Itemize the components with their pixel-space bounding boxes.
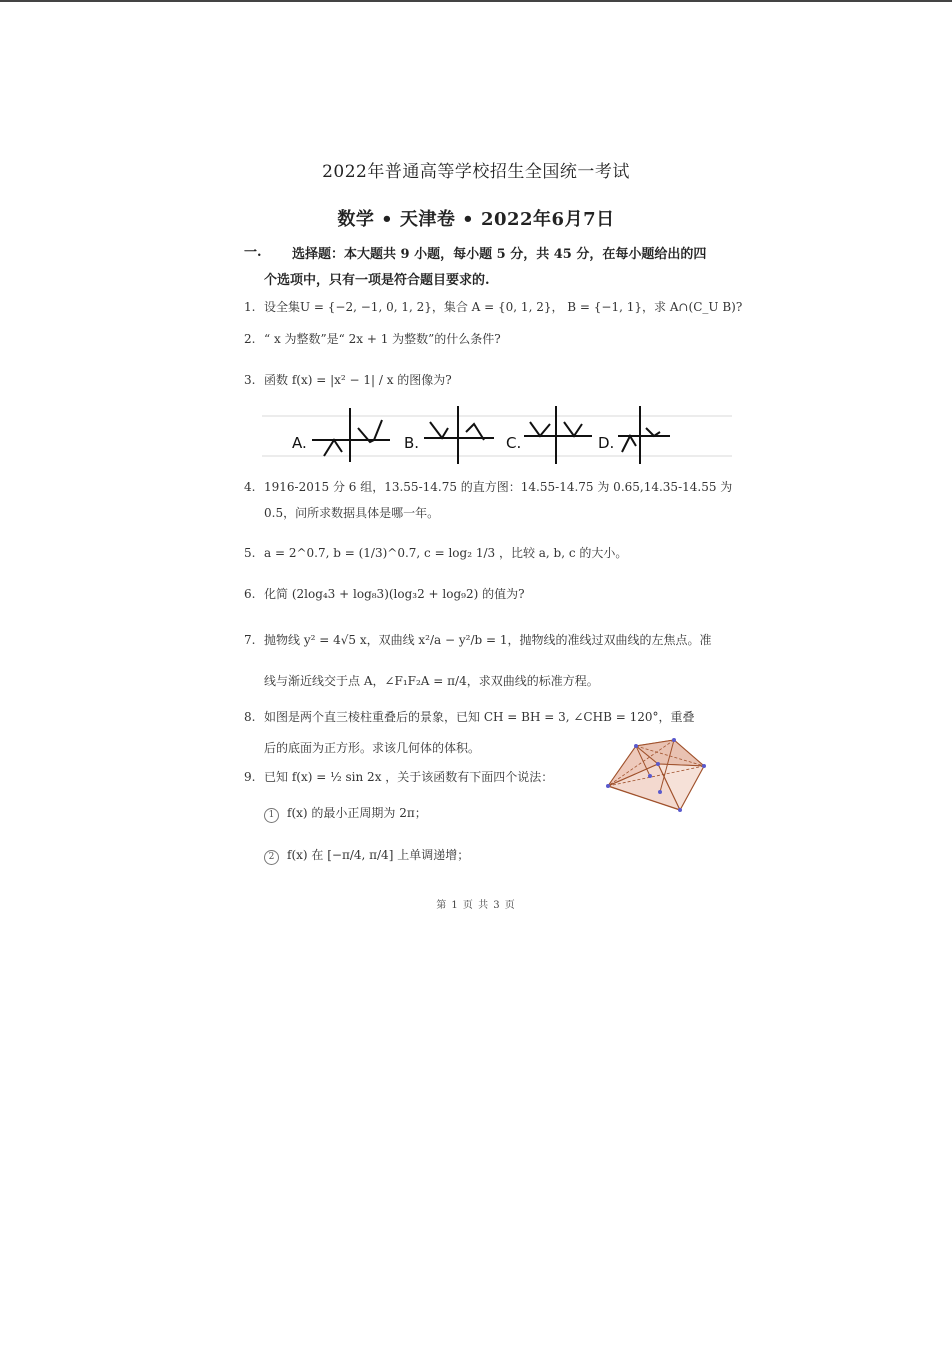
exam-subtitle: 数学 • 天津卷 • 2022年6月7日 xyxy=(337,209,615,230)
question-text: 化简 (2log₄3 + log₈3)(log₃2 + log₉2) 的值为? xyxy=(264,587,525,601)
question-8-cont: 后的底面为正方形。求该几何体的体积。 xyxy=(264,741,481,755)
option-b-label: B. xyxy=(404,434,420,452)
statement-1 xyxy=(264,804,427,823)
question-3 xyxy=(244,371,452,388)
question-2 xyxy=(244,330,501,347)
question-6 xyxy=(244,585,525,602)
option-a-label: A. xyxy=(292,434,307,452)
prism-figure xyxy=(600,732,740,816)
question-number: 6. xyxy=(244,587,256,601)
question-text: 设全集U = {−2, −1, 0, 1, 2}，集合 A = {0, 1, 2}， B = {−1, 1}，求 A∩(C_U B)? xyxy=(264,300,743,314)
question-5 xyxy=(244,544,627,561)
question-7 xyxy=(244,631,712,648)
question-number: 5. xyxy=(244,546,256,560)
question-text: 函数 f(x) = |x² − 1| / x 的图像为? xyxy=(264,373,452,387)
option-c-graph xyxy=(524,406,592,464)
question-number: 1. xyxy=(244,300,256,314)
question-number: 4. xyxy=(244,480,256,494)
question-number: 7. xyxy=(244,633,256,647)
question-text: 1916-2015 分 6 组，13.55-14.75 的直方图：14.55-14.75 为 0.65,14.35-14.55 为 xyxy=(264,480,733,494)
question-9 xyxy=(244,768,553,785)
statement-marker: 2 xyxy=(264,850,279,865)
option-c-label: C. xyxy=(506,434,522,452)
question-7-cont: 线与渐近线交于点 A，∠F₁F₂A = π/4，求双曲线的标准方程。 xyxy=(264,674,599,688)
question-8 xyxy=(244,708,694,725)
option-d-graph xyxy=(618,406,670,464)
statement-marker: 1 xyxy=(264,808,279,823)
question-number: 2. xyxy=(244,332,256,346)
question-number: 8. xyxy=(244,710,256,724)
option-d-label: D. xyxy=(598,434,615,452)
question-text: 抛物线 y² = 4√5 x，双曲线 x²/a − y²/b = 1，抛物线的准线过双曲线的左焦点。准 xyxy=(264,633,712,647)
question-4 xyxy=(244,478,732,495)
graph-options-sketch xyxy=(262,402,732,466)
section-instructions: 选择题：本大题共 9 小题，每小题 5 分，共 45 分，在每小题给出的四 xyxy=(292,247,707,262)
question-text: 如图是两个直三棱柱重叠后的景象，已知 CH = BH = 3, ∠CHB = 120°，重叠 xyxy=(264,710,695,724)
question-4-cont: 0.5，问所求数据具体是哪一年。 xyxy=(264,506,440,520)
question-text: a = 2^0.7, b = (1/3)^0.7, c = log₂ 1/3 ，比较 a, b, c 的大小。 xyxy=(264,546,628,560)
question-number: 3. xyxy=(244,373,256,387)
question-text: 已知 f(x) = ½ sin 2x ，关于该函数有下面四个说法： xyxy=(264,770,554,784)
exam-title: 2022年普通高等学校招生全国统一考试 xyxy=(322,162,630,182)
page-footer: 第 1 页 共 3 页 xyxy=(436,900,516,911)
option-b-graph xyxy=(424,406,494,464)
section-instructions-cont: 个选项中，只有一项是符合题目要求的. xyxy=(264,273,490,288)
question-1 xyxy=(244,298,742,315)
statement-text: f(x) 的最小正周期为 2π； xyxy=(287,806,427,820)
statement-2 xyxy=(264,846,469,865)
question-number: 9. xyxy=(244,770,256,784)
question-text: “ x 为整数”是“ 2x + 1 为整数”的什么条件? xyxy=(264,332,501,346)
statement-text: f(x) 在 [−π/4, π/4] 上单调递增； xyxy=(287,848,470,862)
section-number: 一. xyxy=(244,245,262,260)
